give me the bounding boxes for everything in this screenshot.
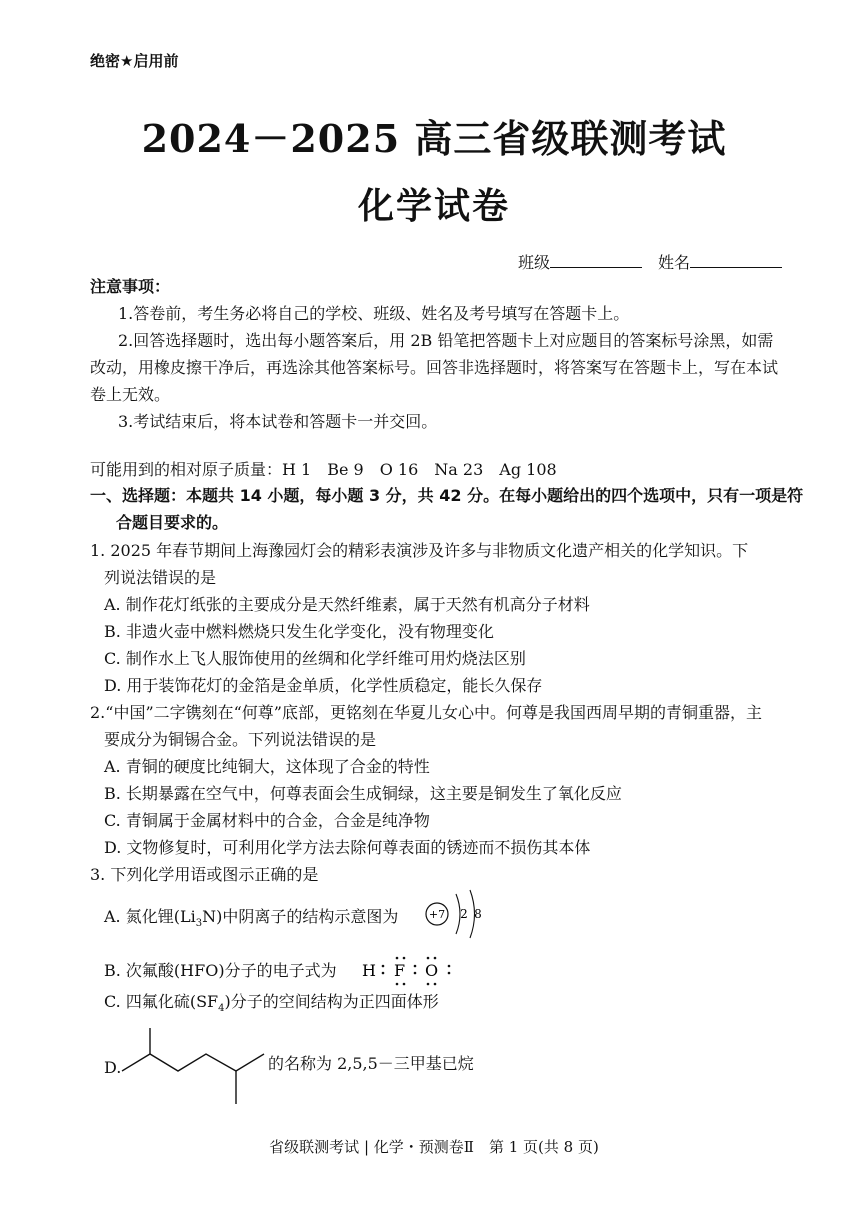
shell-1-electrons: 2 [460, 907, 468, 921]
q3-option-d: 的名称为 2,5,5－三甲基已烷 [268, 1054, 474, 1073]
q2-stem: 2.“中国”二字镌刻在“何尊”底部，更铭刻在华夏儿女心中。何尊是我国西周早期的青铜重器，主 [90, 703, 762, 722]
atom-o: O [425, 961, 439, 980]
skeletal-formula-diagram [118, 1024, 268, 1108]
q3-option-a: A. 氮化锂$(Li_3N)$中阴离子的结构示意图为 [104, 907, 399, 930]
section-heading-cont: 合题目要求的。 [116, 513, 229, 532]
class-label: 班级 [518, 253, 551, 272]
note-item: 2.回答选择题时，选出每小题答案后，用 2B 铅笔把答题卡上对应题目的答案标号涂黑，如需 [118, 331, 774, 350]
atomic-masses: 可能用到的相对原子质量：H 1 Be 9 O 16 Na 23 Ag 108 [90, 460, 557, 479]
class-blank [550, 253, 642, 268]
q3-option-b: B. 次氟酸(HFO)分子的电子式为 [104, 961, 337, 980]
q2-option-b: B. 长期暴露在空气中，何尊表面会生成铜绿，这主要是铜发生了氧化反应 [104, 784, 622, 803]
q2-option-a: A. 青铜的硬度比纯铜大，这体现了合金的特性 [104, 757, 430, 776]
q2-stem-cont: 要成分为铜锡合金。下列说法错误的是 [104, 730, 377, 749]
confidential-mark: 绝密★启用前 [90, 52, 179, 70]
q1-option-d: D. 用于装饰花灯的金箔是金单质，化学性质稳定，能长久保存 [104, 676, 543, 695]
note-item: 1.答卷前，考生务必将自己的学校、班级、姓名及考号填写在答题卡上。 [118, 304, 630, 323]
exam-title: 2024－2025 高三省级联测考试 [141, 116, 727, 161]
notes-heading: 注意事项： [90, 277, 171, 296]
hfo-electron-formula [358, 954, 468, 988]
q3-option-d-label: D. [104, 1058, 122, 1077]
nitride-ion-structure-diagram [420, 888, 490, 940]
methyl-branch [236, 1054, 264, 1071]
name-label: 姓名 [658, 253, 691, 272]
q1-stem: 1. 2025 年春节期间上海豫园灯会的精彩表演涉及许多与非物质文化遗产相关的化学知识。下 [90, 541, 749, 560]
q2-option-c: C. 青铜属于金属材料中的合金，合金是纯净物 [104, 811, 430, 830]
shell-2-electrons: 8 [474, 907, 482, 921]
exam-subtitle: 化学试卷 [357, 185, 510, 227]
q1-stem-cont: 列说法错误的是 [104, 568, 217, 587]
q1-option-c: C. 制作水上飞人服饰使用的丝绸和化学纤维可用灼烧法区别 [104, 649, 526, 668]
student-info [518, 250, 782, 273]
section-heading: 一、选择题：本题共 14 小题，每小题 3 分，共 42 分。在每小题给出的四个选项中，只有一项是符 [90, 486, 804, 505]
nucleus-charge: +7 [428, 908, 446, 921]
q3-stem: 3. 下列化学用语或图示正确的是 [90, 865, 319, 884]
note-item: 改动，用橡皮擦干净后，再选涂其他答案标号。回答非选择题时，将答案写在答题卡上，写在本试 [90, 358, 779, 377]
atom-h: H [362, 961, 376, 980]
q2-option-d: D. 文物修复时，可利用化学方法去除何尊表面的锈迹而不损伤其本体 [104, 838, 591, 857]
note-item: 3.考试结束后，将本试卷和答题卡一并交回。 [118, 412, 438, 431]
name-blank [690, 253, 782, 268]
q1-option-b: B. 非遗火壶中燃料燃烧只发生化学变化，没有物理变化 [104, 622, 494, 641]
atom-f: F [394, 961, 406, 980]
q1-option-a: A. 制作花灯纸张的主要成分是天然纤维素，属于天然有机高分子材料 [104, 595, 590, 614]
lone-pair-dots [382, 957, 451, 986]
note-item: 卷上无效。 [90, 385, 171, 404]
page-footer: 省级联测考试 | 化学・预测卷Ⅱ 第 1 页(共 8 页) [269, 1138, 599, 1156]
q3-option-c: C. 四氟化硫$(SF_4)$分子的空间结构为正四面体形 [104, 992, 439, 1015]
carbon-chain [122, 1054, 236, 1071]
